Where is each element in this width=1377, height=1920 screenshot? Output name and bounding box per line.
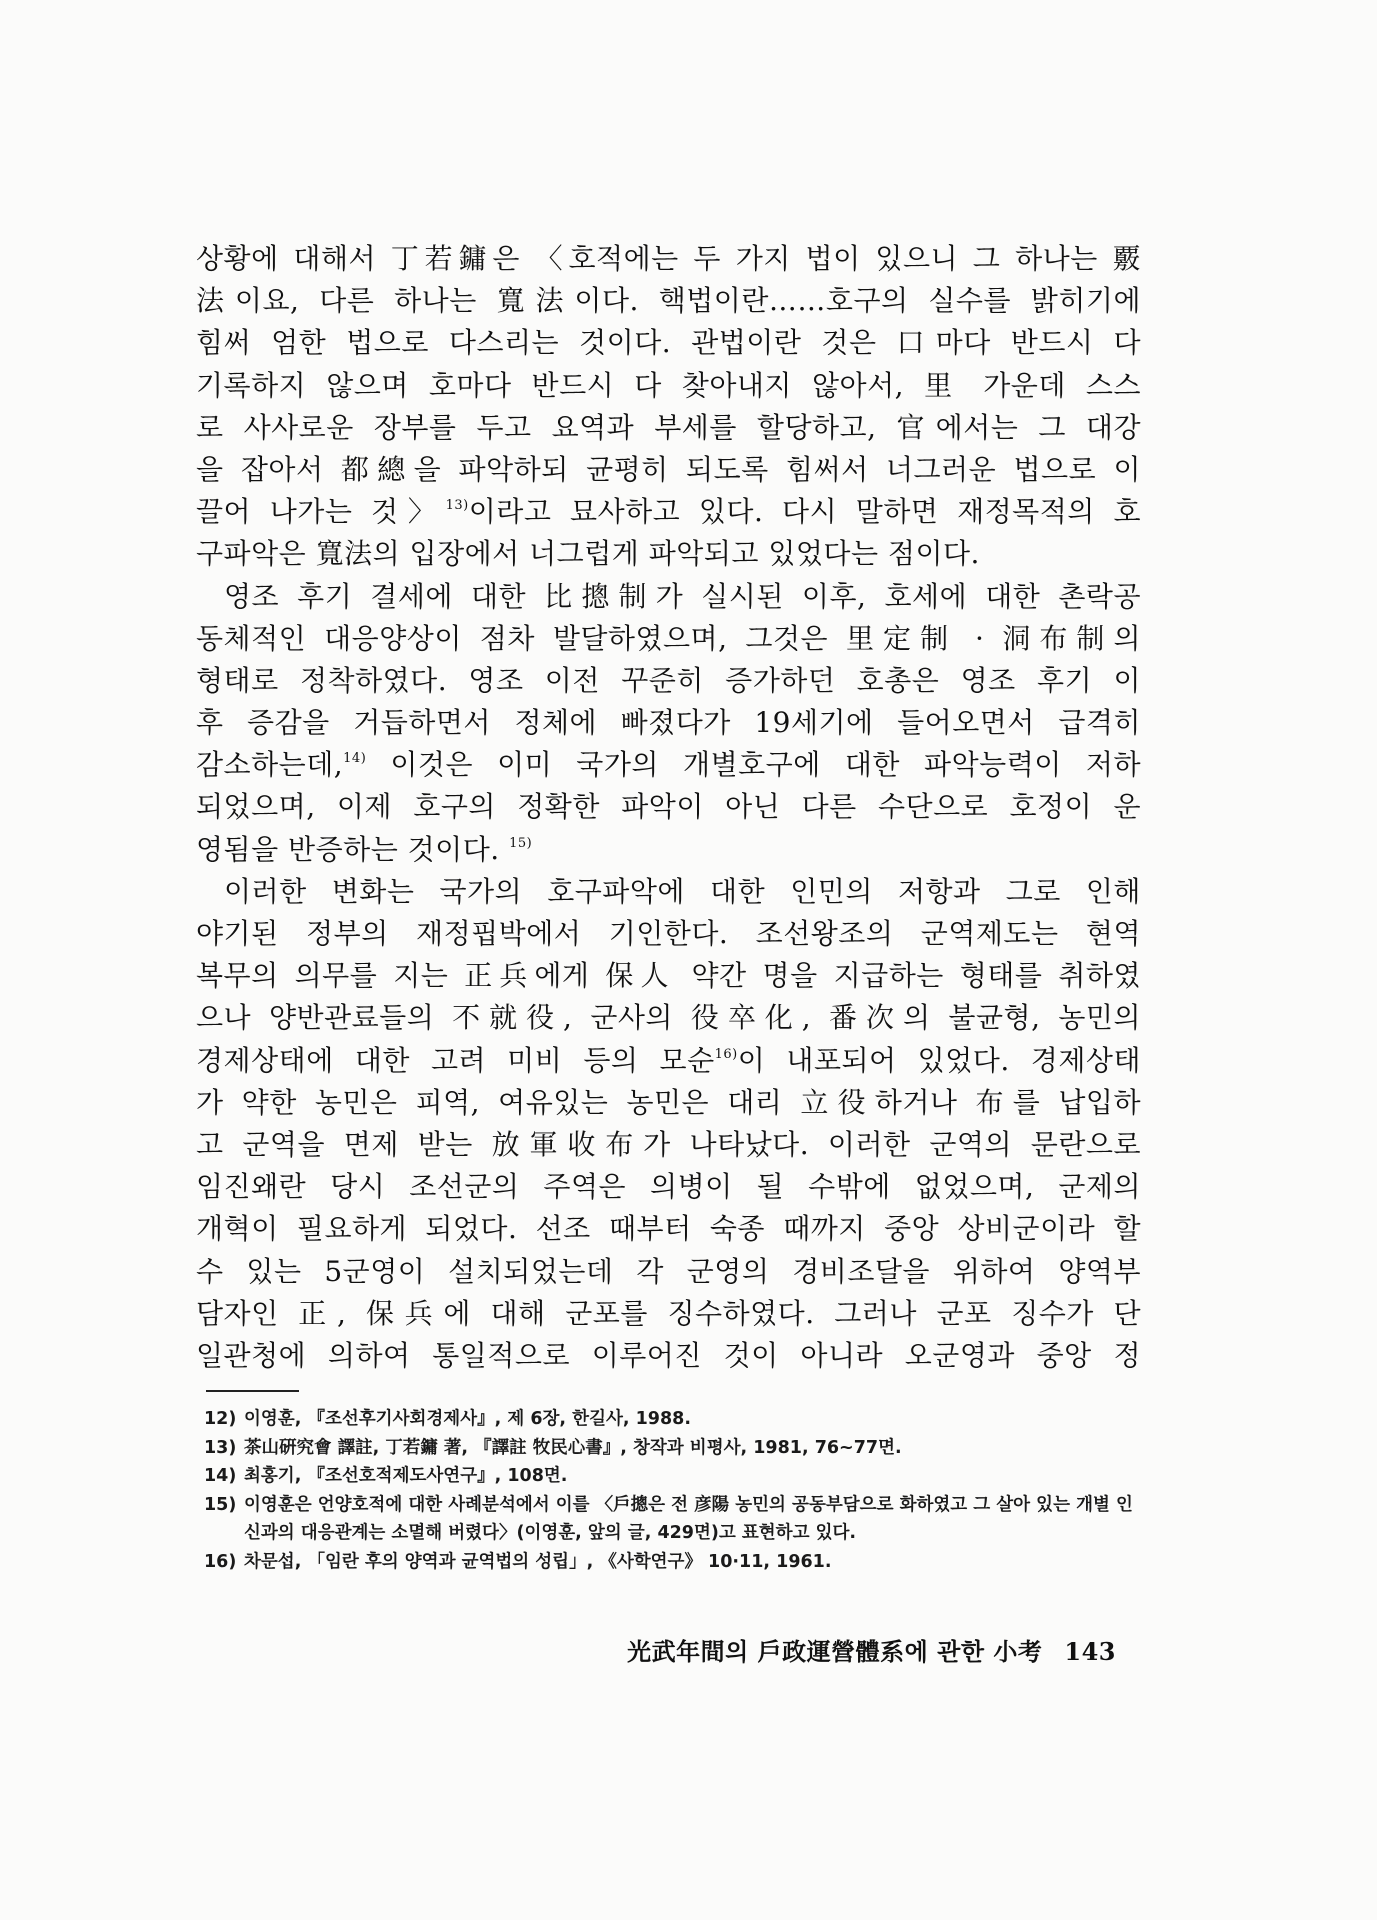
body-line <box>196 1040 1141 1082</box>
body-line: 임진왜란 당시 조선군의 주역은 의병이 될 수밖에 없었으며, 군제의 <box>196 1170 1141 1204</box>
body-line: 힘써 엄한 법으로 다스리는 것이다. 관법이란 것은 口마다 반드시 다 <box>196 326 1141 360</box>
body-line <box>196 744 1141 786</box>
body-line: 가 약한 농민은 피역, 여유있는 농민은 대리 立役하거나 布를 납입하 <box>196 1085 1141 1119</box>
footnotes <box>204 1405 1144 1576</box>
body-line: 을 잡아서 都總을 파악하되 균평히 되도록 힘써서 너그러운 법으로 이 <box>196 452 1141 486</box>
body-line: 동체적인 대응양상이 점차 발달하였으며, 그것은 里定制 · 洞布制의 <box>196 621 1141 655</box>
body-line-start: 영됨을 반증하는 것이다. <box>196 832 500 866</box>
body-line: 法이요, 다른 하나는 寬法이다. 핵법이란……호구의 실수를 밝히기에 <box>196 284 1141 318</box>
note-ref-15: 15) <box>509 835 533 851</box>
body-line: 후 증감을 거듭하면서 정체에 빠졌다가 19세기에 들어오면서 급격히 <box>196 706 1141 740</box>
body-line: 일관청에 의하여 통일적으로 이루어진 것이 아니라 오군영과 중앙 정 <box>196 1338 1141 1372</box>
body-line: 형태로 정착하였다. 영조 이전 꾸준히 증가하던 호총은 영조 후기 이 <box>196 663 1141 697</box>
note-ref-16: 16) <box>714 1046 738 1062</box>
footnote-number: 12) <box>204 1409 237 1429</box>
body-line-end: 이 내포되어 있었다. 경제상태 <box>737 1043 1141 1077</box>
body-line: 구파악은 寬法의 입장에서 너그럽게 파악되고 있었다는 점이다. <box>196 537 980 571</box>
footnote-number: 16) <box>204 1551 237 1572</box>
note-ref-14: 14) <box>343 751 367 767</box>
footnote-16 <box>204 1548 1144 1577</box>
body-line: 수 있는 5군영이 설치되었는데 각 군영의 경비조달을 위하여 양역부 <box>196 1254 1141 1288</box>
body-line: 복무의 의무를 지는 正兵에게 保人 약간 명을 지급하는 형태를 취하였 <box>196 959 1141 993</box>
body-line: 이러한 변화는 국가의 호구파악에 대한 인민의 저항과 그로 인해 <box>224 874 1141 908</box>
footnote-number: 15) <box>204 1494 237 1515</box>
footnote-text: 차문섭, 「임란 후의 양역과 균역법의 성립」, 《사학연구》 10·11, 1961. <box>244 1551 832 1572</box>
footnote-text: 茶山硏究會 譯註, 丁若鏞 著, 『譯註 牧民心書』, 창작과 비평사, 1981, 76~77면. <box>244 1437 902 1458</box>
footnote-text: 최홍기, 『조선호적제도사연구』, 108면. <box>244 1466 568 1486</box>
footnote-15 <box>204 1491 1144 1548</box>
body-line: 되었으며, 이제 호구의 정확한 파악이 아닌 다른 수단으로 호정이 운 <box>196 790 1141 824</box>
body-line-end: 이것은 이미 국가의 개별호구에 대한 파악능력이 저하 <box>366 748 1141 782</box>
footnote-divider <box>206 1390 299 1392</box>
body-line-end: 이라고 묘사하고 있다. 다시 말하면 재정목적의 호 <box>468 495 1142 529</box>
body-line: 로 사사로운 장부를 두고 요역과 부세를 할당하고, 官에서는 그 대강 <box>196 410 1141 444</box>
body-line: 영조 후기 결세에 대한 比摠制가 실시된 이후, 호세에 대한 촌락공 <box>224 579 1141 613</box>
body-text <box>196 238 1141 1377</box>
footnote-13 <box>204 1434 1144 1463</box>
note-ref-13: 13) <box>445 498 469 514</box>
body-line-start: 감소하는데, <box>196 748 344 782</box>
footnote-12 <box>204 1405 1144 1434</box>
body-line <box>196 491 1141 533</box>
running-title: 光武年間의 戶政運營體系에 관한 小考 <box>627 1637 1043 1666</box>
body-line: 고 군역을 면제 받는 放軍收布가 나타났다. 이러한 군역의 문란으로 <box>196 1127 1141 1161</box>
body-line: 야기된 정부의 재정핍박에서 기인한다. 조선왕조의 군역제도는 현역 <box>196 917 1141 950</box>
footnote-text: 이영훈, 『조선후기사회경제사』, 제 6장, 한길사, 1988. <box>244 1409 691 1429</box>
body-line: 상황에 대해서 丁若鏞은 〈호적에는 두 가지 법이 있으니 그 하나는 覈 <box>196 242 1141 275</box>
page-number: 143 <box>1064 1637 1116 1666</box>
body-line: 개혁이 필요하게 되었다. 선조 때부터 숙종 때까지 중앙 상비군이라 할 <box>196 1212 1141 1246</box>
footnote-number: 13) <box>204 1437 237 1458</box>
body-line: 기록하지 않으며 호마다 반드시 다 찾아내지 않아서, 里 가운데 스스 <box>196 368 1141 402</box>
footnote-text: 이영훈은 언양호적에 대한 사례분석에서 이를 〈戶摠은 전 彦陽 농민의 공동부담으로 화하였고 그 살아 있는 개별 인신과의 대응관계는 소멸해 버렸다〉(이영훈, 앞의 글, 429면)고 표현하고 있다. <box>244 1494 1133 1543</box>
body-line: 으나 양반관료들의 不就役, 군사의 役卒化, 番次의 불균형, 농민의 <box>196 1001 1141 1035</box>
body-line-start: 끌어 나가는 것〉 <box>196 495 446 529</box>
body-line: 담자인 正, 保兵에 대해 군포를 징수하였다. 그러나 군포 징수가 단 <box>196 1296 1141 1330</box>
body-line-start: 경제상태에 대한 고려 미비 등의 모순 <box>196 1043 715 1077</box>
body-line <box>196 829 1141 871</box>
running-footer <box>627 1632 1116 1667</box>
footnote-number: 14) <box>204 1466 237 1486</box>
footnote-14 <box>204 1462 1144 1491</box>
